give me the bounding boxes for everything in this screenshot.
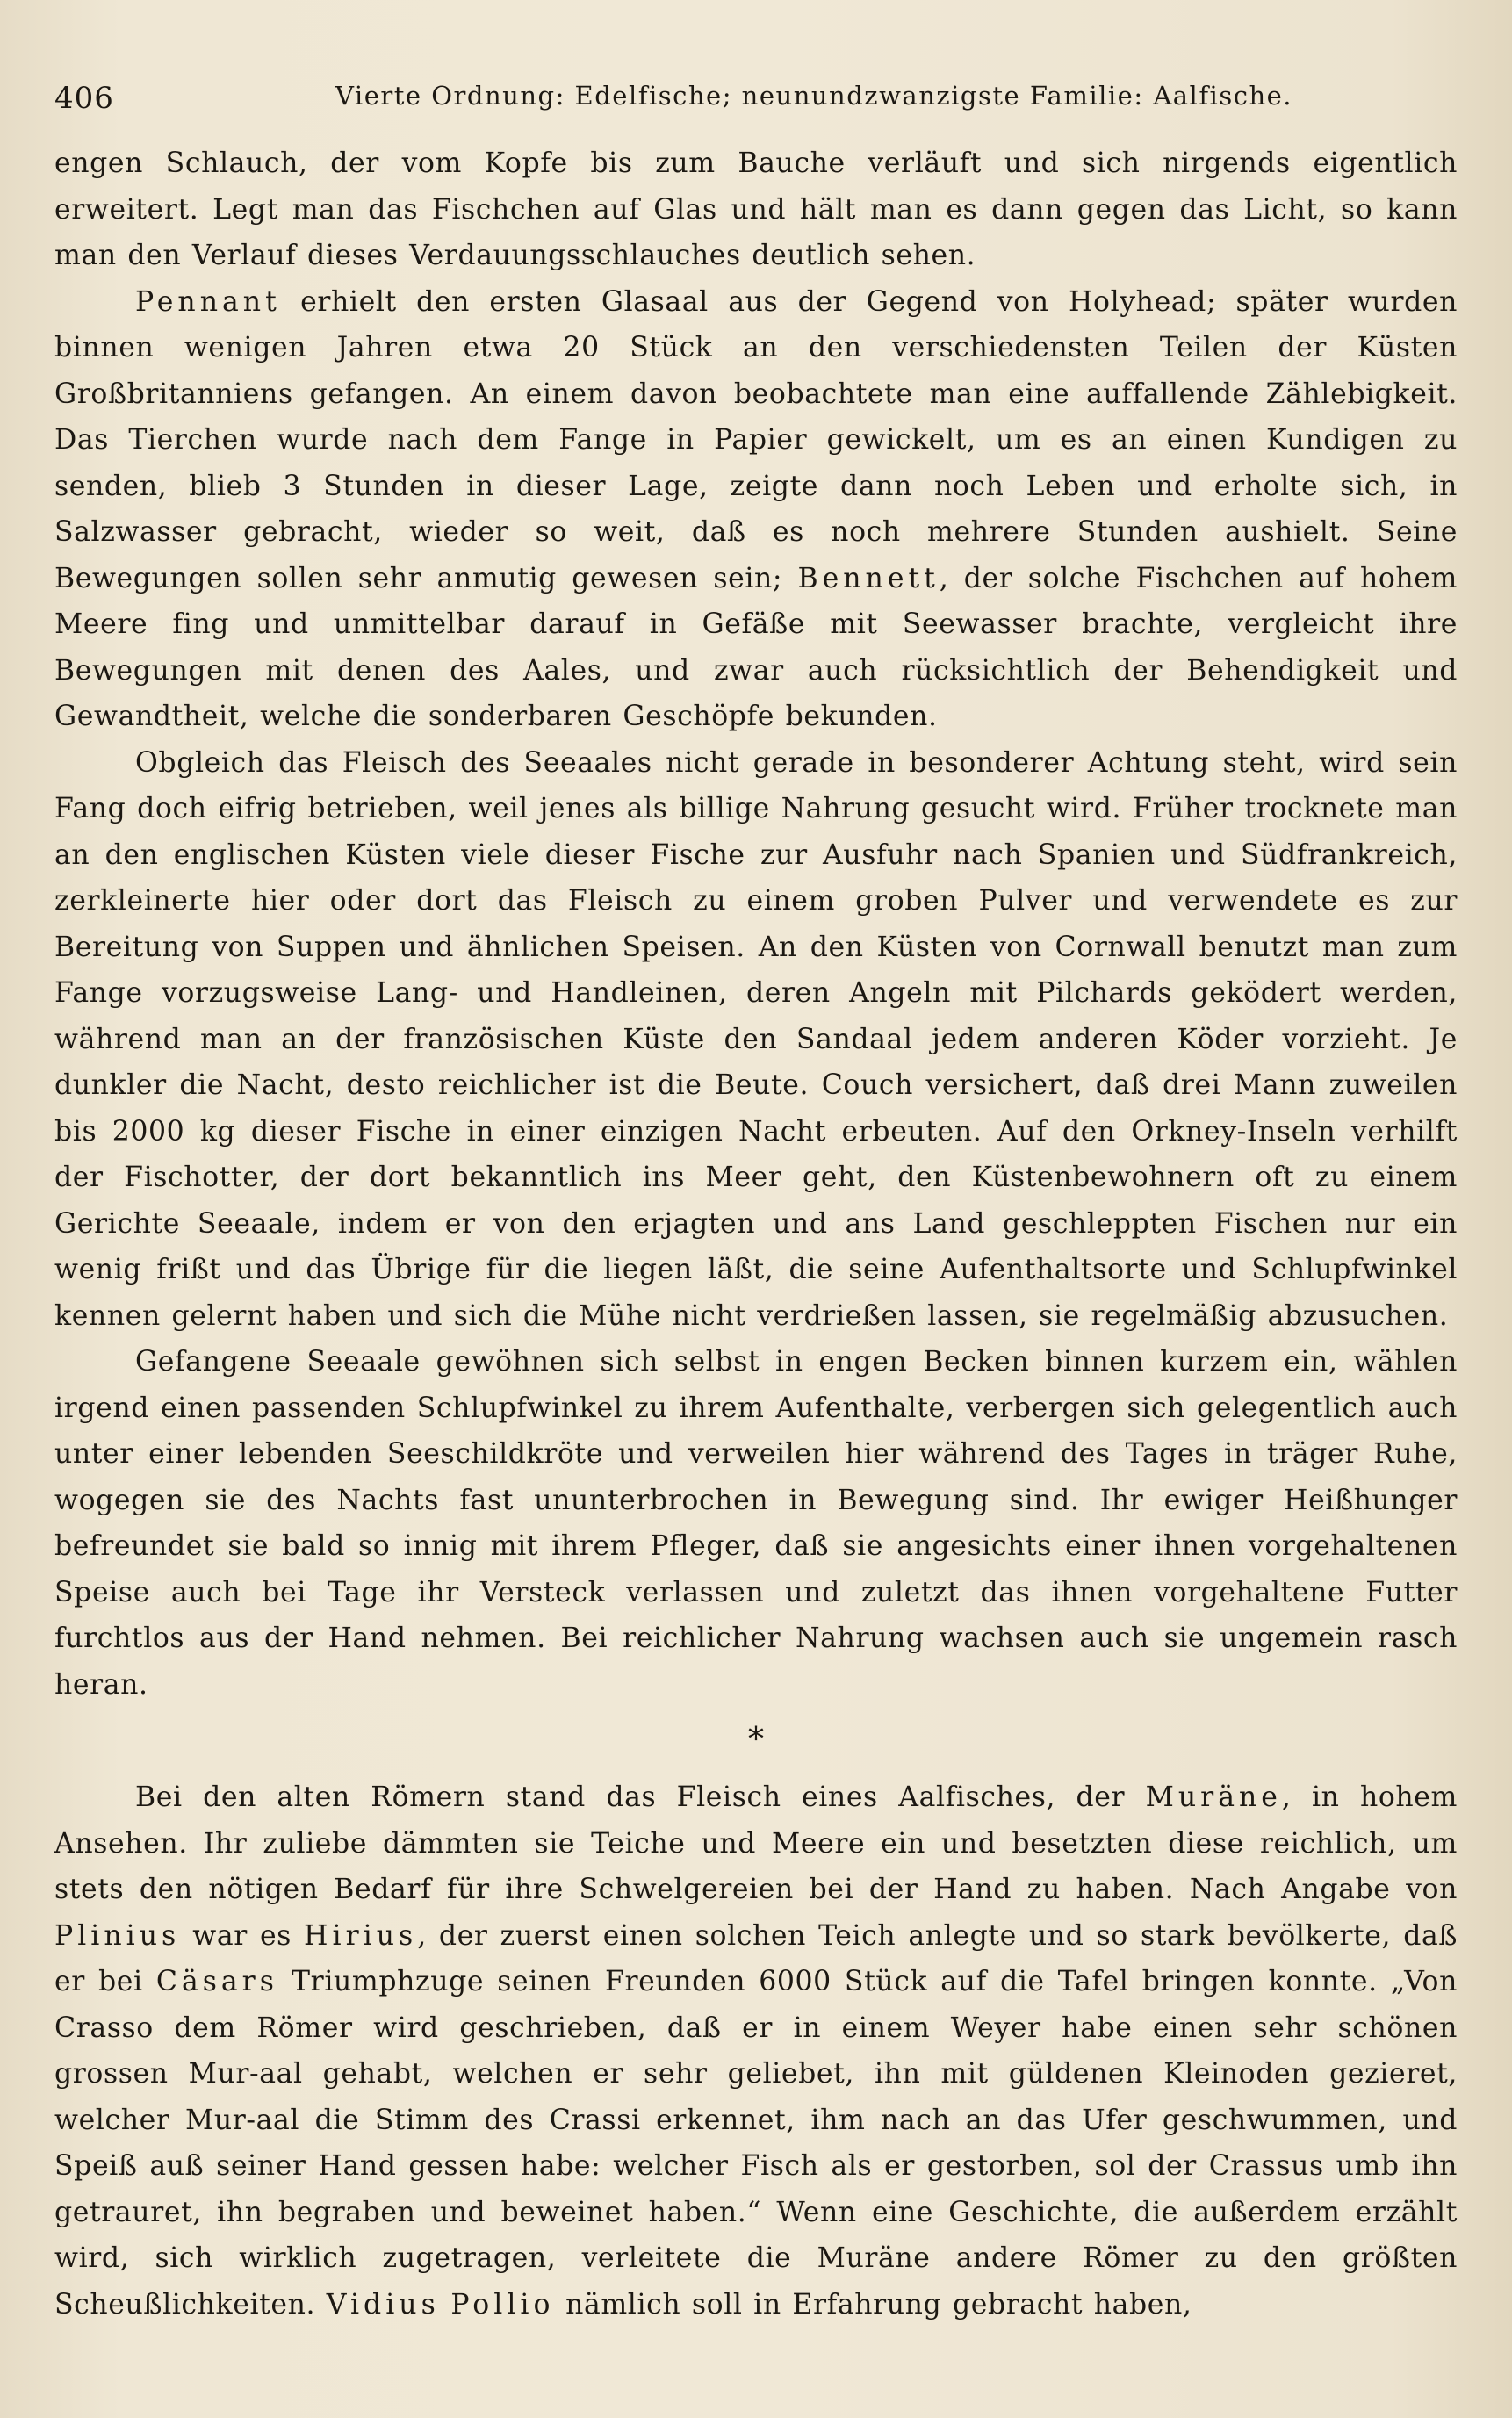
paragraph-text: Gefangene Seeaale gewöhnen sich selbst in engen Becken binnen kurzem ein, wählen irgend einen passenden Schlupfwinkel zu ihrem Aufenthalte, verbergen sich gelegentlich auch unter einer lebenden Seeschildkröte und verweilen hier während des Tages in träger Ruhe, wogegen sie des Nachts fast ununterbrochen in Bewegung sind. Ihr ewiger Heißhunger befreundet sie bald so innig mit ihrem Pfleger, daß sie angesichts einer ihnen vorgehaltenen Speise auch bei Tage ihr Versteck verlassen und zuletzt das ihnen vorgehaltene Futter furchtlos aus der Hand nehmen. Bei reichlicher Nahrung wachsen auch sie ungemein rasch heran.: [54, 1346, 1458, 1701]
person-name-bennett: Bennett: [797, 562, 940, 594]
paragraph-1: [54, 140, 1458, 279]
term-muraene: Muräne: [1145, 1781, 1282, 1813]
paragraph-2: [54, 279, 1458, 740]
paragraph-3: [54, 740, 1458, 1340]
paragraph-text: Triumphzuge seinen Freunden 6000 Stück auf die Tafel bringen konnte. „Von Crasso dem Römer wird geschrieben, daß er in einem Weyer habe einen sehr schönen grossen Mur-aal gehabt, welchen er sehr geliebet, ihn mit güldenen Kleinoden gezieret, welcher Mur-aal die Stimm des Crassi erkennet, ihm nach an das Ufer geschwummen, und Speiß auß seiner Hand gessen habe: welcher Fisch als er gestorben, sol der Crassus umb ihn getrauret, ihn begraben und beweinet haben.“ Wenn eine Geschichte, die außerdem erzählt wird, sich wirklich zugetragen, verleitete die Muräne andere Römer zu den größten Scheußlichkeiten.: [54, 1966, 1458, 2321]
person-name-pollio: Pollio: [450, 2288, 555, 2321]
person-name-pennant: Pennant: [135, 285, 281, 318]
paragraph-text: Obgleich das Fleisch des Seeaales nicht gerade in besonderer Achtung steht, wird sein Fang doch eifrig betrieben, weil jenes als billige Nahrung gesucht wird. Früher trocknete man an den englischen Küsten viele dieser Fische zur Ausfuhr nach Spanien und Südfrankreich, zerkleinerte hier oder dort das Fleisch zu einem groben Pulver und verwendete es zur Bereitung von Suppen und ähnlichen Speisen. An den Küsten von Cornwall benutzt man zum Fange vorzugsweise Lang- und Handleinen, deren Angeln mit Pilchards geködert werden, während man an der französischen Küste den Sandaal jedem anderen Köder vorzieht. Je dunkler die Nacht, desto reichlicher ist die Beute. Couch versichert, daß drei Mann zuweilen bis 2000 kg dieser Fische in einer einzigen Nacht erbeuten. Auf den Orkney-Inseln verhilft der Fischotter, der dort bekanntlich ins Meer geht, den Küstenbewohnern oft zu einem Gerichte Seeaale, indem er von den erjagten und ans Land geschleppten Fischen nur ein wenig frißt und das Übrige für die liegen läßt, die seine Aufenthaltsorte und Schlupfwinkel kennen gelernt haben und sich die Mühe nicht verdrießen lassen, sie regelmäßig abzusuchen.: [54, 746, 1458, 1332]
paragraph-5: [54, 1774, 1458, 2328]
person-name-hirius: Hirius: [304, 1919, 418, 1952]
body-text: [54, 140, 1458, 2328]
paragraph-text: , der zuerst einen solchen Teich anlegte und so stark bevölkerte, daß er bei: [54, 1919, 1458, 1997]
section-separator: *: [748, 1722, 764, 1758]
person-name-plinius: Plinius: [54, 1919, 181, 1952]
paragraph-text: war es: [180, 1919, 305, 1952]
page-number: 406: [54, 81, 114, 116]
paragraph-text: [440, 2289, 451, 2321]
paragraph-text: , der solche Fischchen auf hohem Meere fing und unmittelbar darauf in Gefäße mit Seewasser brachte, vergleicht ihre Bewegungen mit denen des Aales, und zwar auch rücksichtlich der Behendigkeit und Gewandtheit, welche die sonderbaren Geschöpfe bekunden.: [54, 562, 1458, 732]
paragraph-text: , in hohem Ansehen. Ihr zuliebe dämmten sie Teiche und Meere ein und besetzten diese reichlich, um stets den nötigen Bedarf für ihre Schwelgereien bei der Hand zu haben. Nach Angabe von: [54, 1781, 1458, 1905]
paragraph-4: [54, 1339, 1458, 1708]
page-header: [54, 72, 1459, 125]
person-name-caesar: Cäsars: [155, 1966, 278, 1997]
person-name-vidius: Vidius: [326, 2288, 440, 2321]
paragraph-text: engen Schlauch, der vom Kopfe bis zum Bauche verläuft und sich nirgends eigentlich erweitert. Legt man das Fischchen auf Glas und hält man es dann gegen das Licht, so kann man den Verlauf dieses Verdauungsschlauches deutlich sehen.: [54, 148, 1458, 271]
paragraph-text: Bei den alten Römern stand das Fleisch eines Aalfisches, der: [135, 1781, 1146, 1813]
paragraph-text: nämlich soll in Erfahrung gebracht haben,: [554, 2288, 1192, 2321]
running-title: Vierte Ordnung: Edelfische; neunundzwanzigste Familie: Aalfische.: [335, 81, 1293, 111]
paragraph-text: erhielt den ersten Glasaal aus der Gegend von Holyhead; später wurden binnen wenigen Jahren etwa 20 Stück an den verschiedensten Teilen der Küsten Großbritanniens gefangen. An einem davon beobachtete man eine auffallende Zählebigkeit. Das Tierchen wurde nach dem Fange in Papier gewickelt, um es an einen Kundigen zu senden, blieb 3 Stunden in dieser Lage, zeigte dann noch Leben und erholte sich, in Salzwasser gebracht, wieder so weit, daß es noch mehrere Stunden aushielt. Seine Bewegungen sollen sehr anmutig gewesen sein;: [54, 285, 1458, 594]
